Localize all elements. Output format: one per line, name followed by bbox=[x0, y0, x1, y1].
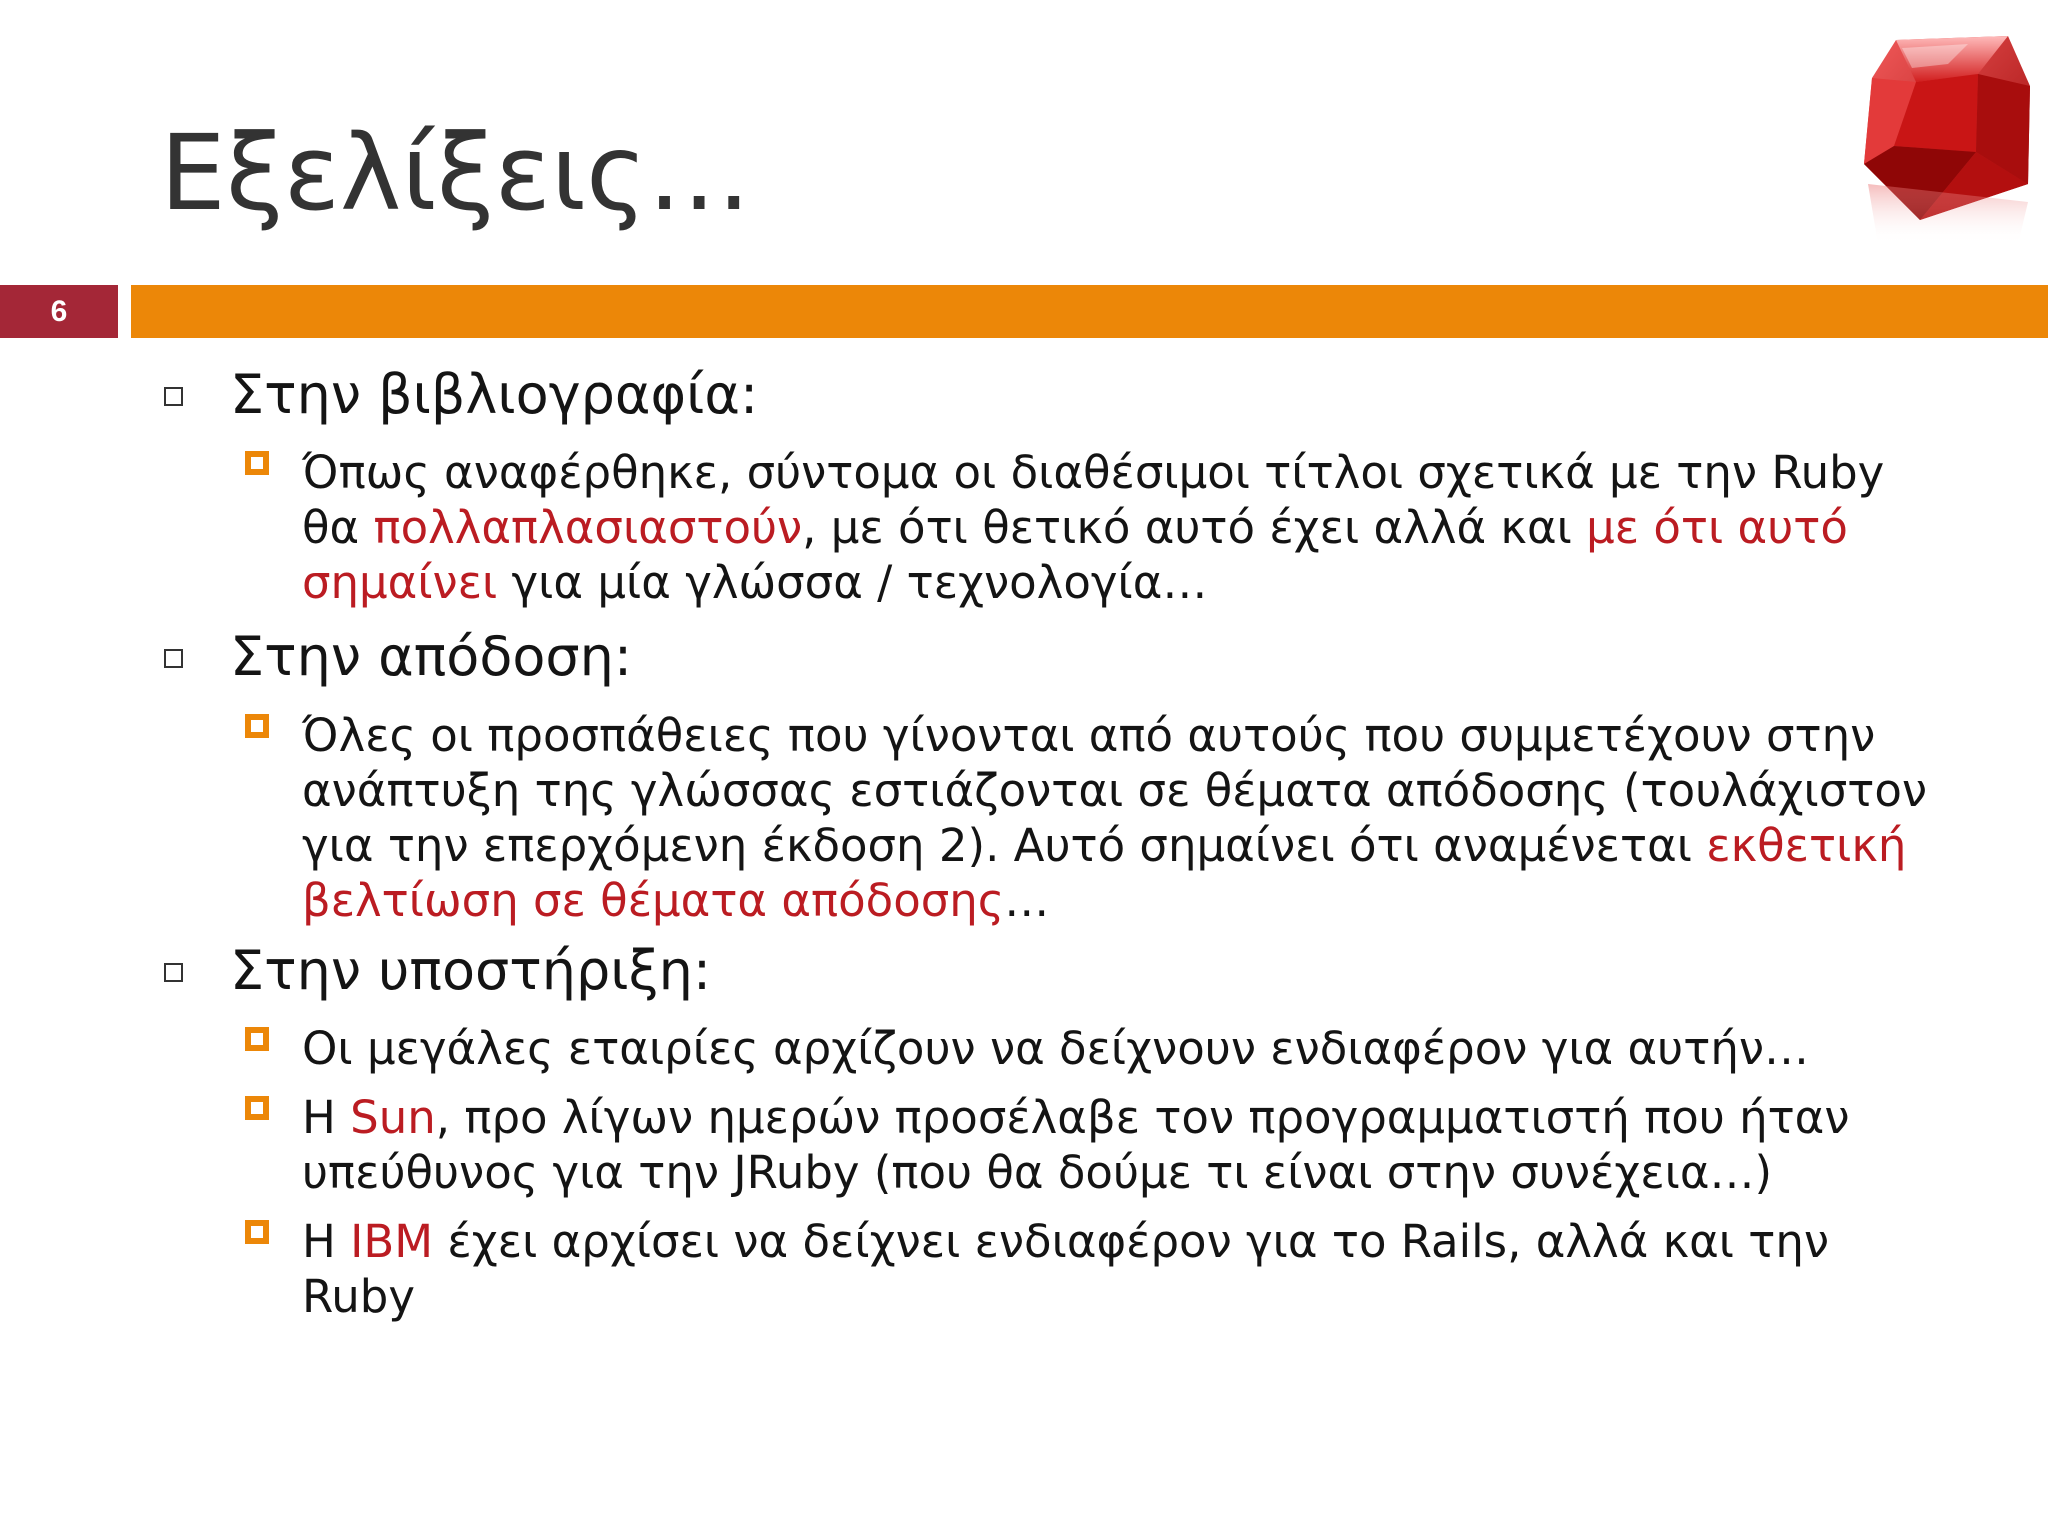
section-bullet-icon bbox=[164, 963, 183, 982]
text-segment: ανάπτυξη της γλώσσας εστιάζονται σε θέματα απόδοσης (τουλάχιστον bbox=[302, 764, 1928, 817]
bullet-item bbox=[302, 1214, 2002, 1324]
bullet-line bbox=[302, 555, 2002, 610]
text-segment: Οι μεγάλες εταιρίες αρχίζουν να δείχνουν ενδιαφέρον για αυτήν… bbox=[302, 1022, 1809, 1075]
item-bullet-icon bbox=[245, 451, 269, 475]
highlighted-text: βελτίωση σε θέματα απόδοσης bbox=[302, 874, 1005, 927]
highlighted-text: με ότι αυτό bbox=[1586, 501, 1848, 554]
bullet-line bbox=[302, 445, 2002, 500]
item-bullet-icon bbox=[245, 1027, 269, 1051]
text-segment: , με ότι θετικό αυτό έχει αλλά και bbox=[802, 501, 1587, 554]
text-segment: Η bbox=[302, 1091, 351, 1144]
header-accent-bar bbox=[131, 285, 2048, 338]
bullet-line bbox=[302, 1269, 2002, 1324]
item-bullet-icon bbox=[245, 714, 269, 738]
bullet-line bbox=[302, 1021, 2002, 1076]
highlighted-text: πολλαπλασιαστούν bbox=[373, 501, 803, 554]
text-segment: για την επερχόμενη έκδοση 2). Αυτό σημαίνει ότι αναμένεται bbox=[302, 819, 1707, 872]
section-bullet-icon bbox=[164, 387, 183, 406]
bullet-line bbox=[302, 1090, 2002, 1145]
text-segment: Όλες οι προσπάθειες που γίνονται από αυτούς που συμμετέχουν στην bbox=[302, 709, 1876, 762]
section-heading: Στην υποστήριξη: bbox=[230, 939, 712, 1002]
section-heading: Στην βιβλιογραφία: bbox=[230, 363, 759, 426]
text-segment: υπεύθυνος για την JRuby (που θα δούμε τι είναι στην συνέχεια…) bbox=[302, 1146, 1773, 1199]
bullet-line bbox=[302, 1214, 2002, 1269]
bullet-item bbox=[302, 1021, 2002, 1076]
item-bullet-icon bbox=[245, 1096, 269, 1120]
bullet-line bbox=[302, 873, 2002, 928]
bullet-line bbox=[302, 763, 2002, 818]
ruby-gem-icon bbox=[1858, 34, 2034, 244]
bullet-line bbox=[302, 818, 2002, 873]
text-segment: Όπως αναφέρθηκε, σύντομα οι διαθέσιμοι τίτλοι σχετικά με την Ruby bbox=[302, 446, 1885, 499]
item-bullet-icon bbox=[245, 1220, 269, 1244]
text-segment: Η bbox=[302, 1215, 351, 1268]
highlighted-text: σημαίνει bbox=[302, 556, 498, 609]
highlighted-text: εκθετική bbox=[1706, 819, 1907, 872]
text-segment: έχει αρχίσει να δείχνει ενδιαφέρον για το Rails, αλλά και την bbox=[433, 1215, 1830, 1268]
text-segment: για μία γλώσσα / τεχνολογία… bbox=[497, 556, 1208, 609]
slide-title: Εξελίξεις… bbox=[160, 112, 752, 234]
bullet-item bbox=[302, 1090, 2002, 1200]
bullet-line bbox=[302, 1145, 2002, 1200]
highlighted-text: IBM bbox=[350, 1215, 434, 1268]
bullet-item bbox=[302, 708, 2002, 928]
highlighted-text: Sun bbox=[350, 1091, 436, 1144]
section-bullet-icon bbox=[164, 649, 183, 668]
text-segment: Ruby bbox=[302, 1270, 415, 1323]
bullet-line bbox=[302, 500, 2002, 555]
text-segment: … bbox=[1004, 874, 1050, 927]
bullet-item bbox=[302, 445, 2002, 610]
text-segment: θα bbox=[302, 501, 374, 554]
slide-number: 6 bbox=[0, 285, 118, 338]
text-segment: , προ λίγων ημερών προσέλαβε τον προγραμματιστή που ήταν bbox=[435, 1091, 1850, 1144]
section-heading: Στην απόδοση: bbox=[230, 625, 633, 688]
bullet-line bbox=[302, 708, 2002, 763]
